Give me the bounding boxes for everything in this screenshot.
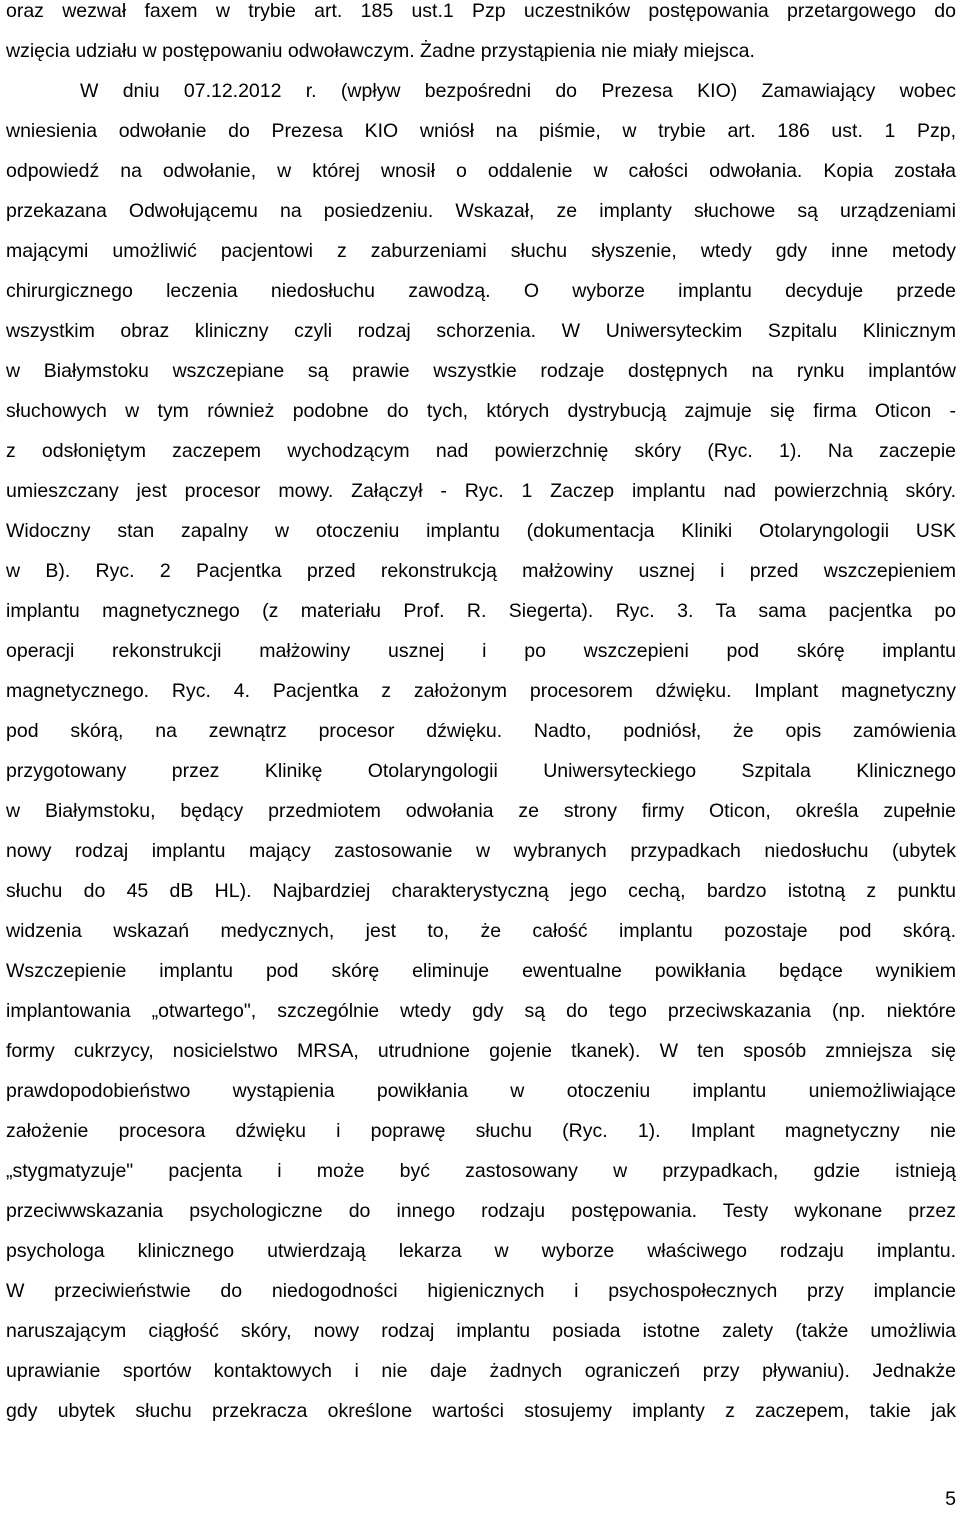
text-line: wszystkim obraz kliniczny czyli rodzaj schorzenia. W Uniwersyteckim Szpitalu Klinicznym	[6, 320, 956, 342]
text-line: przygotowany przez Klinikę Otolaryngologii Uniwersyteckiego Szpitala Klinicznego	[6, 760, 956, 782]
text-line: odpowiedź na odwołanie, w której wnosił o oddalenie w całości odwołania. Kopia została	[6, 160, 956, 182]
text-line: pod skórą, na zewnątrz procesor dźwięku. Nadto, podniósł, że opis zamówienia	[6, 720, 956, 742]
text-line: magnetycznego. Ryc. 4. Pacjentka z założonym procesorem dźwięku. Implant magnetyczny	[6, 680, 956, 702]
text-line: „stygmatyzuje" pacjenta i może być zastosowany w przypadkach, gdzie istnieją	[6, 1160, 956, 1182]
text-line: uprawianie sportów kontaktowych i nie daje żadnych ograniczeń przy pływaniu). Jednakże	[6, 1360, 956, 1382]
text-line: formy cukrzycy, nosicielstwo MRSA, utrudnione gojenie tkanek). W ten sposób zmniejsza się	[6, 1040, 956, 1062]
text-line: z odsłoniętym zaczepem wychodzącym nad powierzchnię skóry (Ryc. 1). Na zaczepie	[6, 440, 956, 462]
text-line: Widoczny stan zapalny w otoczeniu implantu (dokumentacja Kliniki Otolaryngologii USK	[6, 520, 956, 542]
text-line: w Białymstoku wszczepiane są prawie wszystkie rodzaje dostępnych na rynku implantów	[6, 360, 956, 382]
text-line: mającymi umożliwić pacjentowi z zaburzeniami słuchu słyszenie, wtedy gdy inne metody	[6, 240, 956, 262]
text-line: chirurgicznego leczenia niedosłuchu zawodzą. O wyborze implantu decyduje przede	[6, 280, 956, 302]
text-line: nowy rodzaj implantu mający zastosowanie w wybranych przypadkach niedosłuchu (ubytek	[6, 840, 956, 862]
text-line: przekazana Odwołującemu na posiedzeniu. Wskazał, ze implanty słuchowe są urządzeniami	[6, 200, 956, 222]
text-line: wzięcia udziału w postępowaniu odwoławczym. Żadne przystąpienia nie miały miejsca.	[6, 40, 755, 62]
text-line: w B). Ryc. 2 Pacjentka przed rekonstrukcją małżowiny usznej i przed wszczepieniem	[6, 560, 956, 582]
text-line: założenie procesora dźwięku i poprawę słuchu (Ryc. 1). Implant magnetyczny nie	[6, 1120, 956, 1142]
text-line: gdy ubytek słuchu przekracza określone wartości stosujemy implanty z zaczepem, takie jak	[6, 1400, 956, 1422]
text-line: w Białymstoku, będący przedmiotem odwołania ze strony firmy Oticon, określa zupełnie	[6, 800, 956, 822]
body-text	[6, 0, 956, 1431]
text-line: W dniu 07.12.2012 r. (wpływ bezpośredni do Prezesa KIO) Zamawiający wobec	[80, 80, 956, 102]
text-line: umieszczany jest procesor mowy. Załączył - Ryc. 1 Zaczep implantu nad powierzchnią skóry.	[6, 480, 956, 502]
text-line: widzenia wskazań medycznych, jest to, że całość implantu pozostaje pod skórą.	[6, 920, 956, 942]
text-line: przeciwwskazania psychologiczne do innego rodzaju postępowania. Testy wykonane przez	[6, 1200, 956, 1222]
text-line: implantowania „otwartego", szczególnie wtedy gdy są do tego przeciwskazania (np. niektóre	[6, 1000, 956, 1022]
text-line: naruszającym ciągłość skóry, nowy rodzaj implantu posiada istotne zalety (także umożliwia	[6, 1320, 956, 1342]
text-line: wniesienia odwołanie do Prezesa KIO wniósł na piśmie, w trybie art. 186 ust. 1 Pzp,	[6, 120, 956, 142]
text-line: operacji rekonstrukcji małżowiny usznej i po wszczepieni pod skórę implantu	[6, 640, 956, 662]
page-number: 5	[945, 1488, 956, 1510]
text-line: psychologa klinicznego utwierdzają lekarza w wyborze właściwego rodzaju implantu.	[6, 1240, 956, 1262]
text-line: W przeciwieństwie do niedogodności higienicznych i psychospołecznych przy implancie	[6, 1280, 956, 1302]
text-line: słuchowych w tym również podobne do tych, których dystrybucją zajmuje się firma Oticon -	[6, 400, 956, 422]
text-line: oraz wezwał faxem w trybie art. 185 ust.1 Pzp uczestników postępowania przetargowego do	[6, 0, 956, 22]
text-line: słuchu do 45 dB HL). Najbardziej charakterystyczną jego cechą, bardzo istotną z punktu	[6, 880, 956, 902]
text-line: Wszczepienie implantu pod skórę eliminuje ewentualne powikłania będące wynikiem	[6, 960, 956, 982]
text-line: implantu magnetycznego (z materiału Prof. R. Siegerta). Ryc. 3. Ta sama pacjentka po	[6, 600, 956, 622]
text-line: prawdopodobieństwo wystąpienia powikłania w otoczeniu implantu uniemożliwiające	[6, 1080, 956, 1102]
